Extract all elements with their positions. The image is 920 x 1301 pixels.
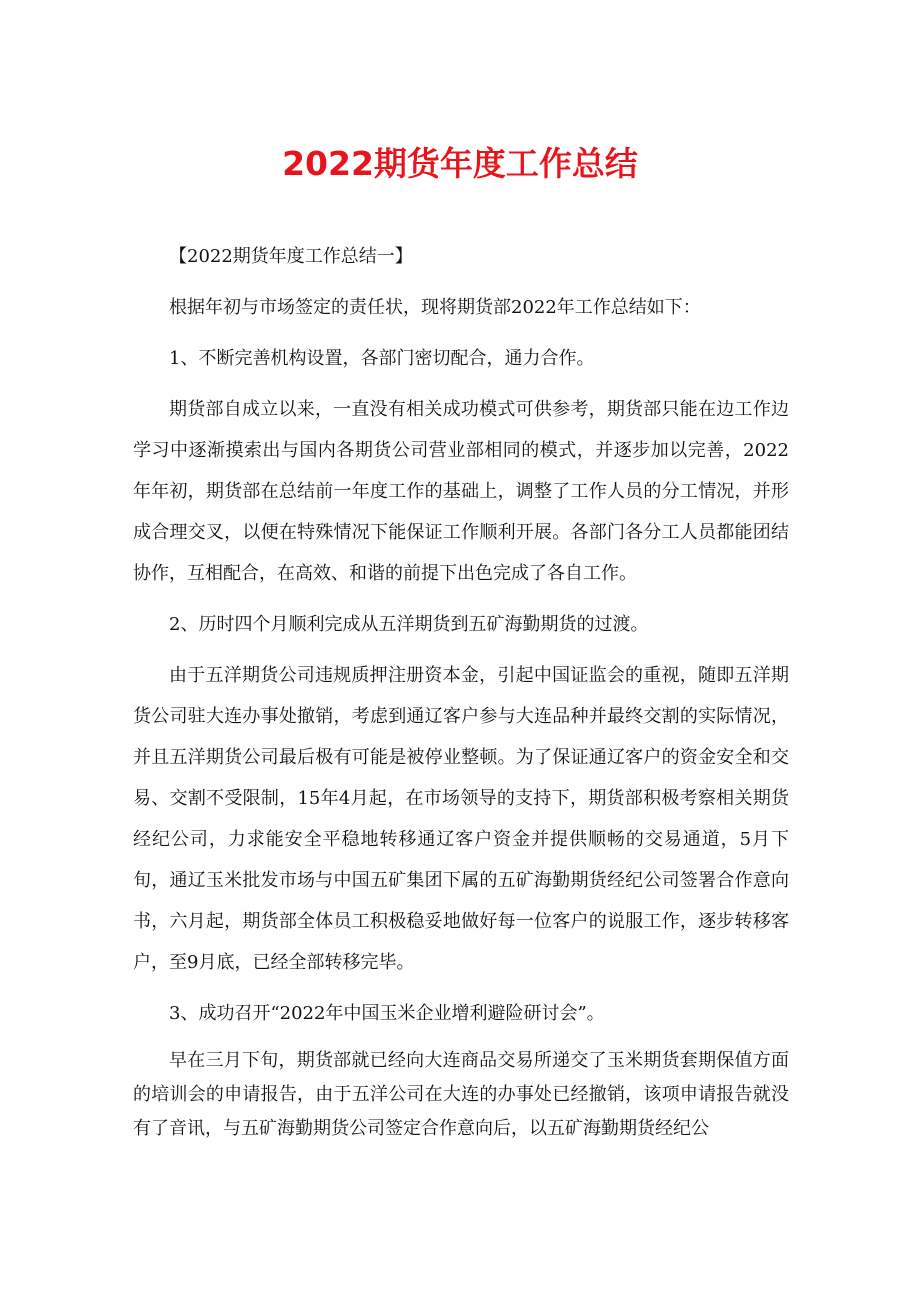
point-3-paragraph: 早在三月下旬，期货部就已经向大连商品交易所递交了玉米期货套期保值方面的培训会的申请报告，由于五洋公司在大连的办事处已经撤销，该项申请报告就没有了音讯，与五矿海勤期货公司签定合作意向后，以五矿海勤期货经纪公	[133, 1050, 789, 1139]
intro-paragraph: 根据年初与市场签定的责任状，现将期货部2022年工作总结如下：	[169, 297, 701, 318]
point-1-heading: 1、不断完善机构设置，各部门密切配合，通力合作。	[169, 348, 595, 369]
section-heading: 【2022期货年度工作总结一】	[169, 246, 413, 267]
point-1-paragraph: 期货部自成立以来，一直没有相关成功模式可供参考，期货部只能在边工作边学习中逐渐摸索出与国内各期货公司营业部相同的模式，并逐步加以完善，2022年年初，期货部在总结前一年度工作的基础上，调整了工作人员的分工情况，并形成合理交叉，以便在特殊情况下能保证工作顺利开展。各部门各分工人员都能团结协作，互相配合，在高效、和谐的前提下出色完成了各自工作。	[133, 399, 789, 584]
point-3-heading: 3、成功召开“2022年中国玉米企业增利避险研讨会”。	[169, 1003, 605, 1024]
document-title: 2022期货年度工作总结	[282, 144, 638, 183]
point-2-heading: 2、历时四个月顺利完成从五洋期货到五矿海勤期货的过渡。	[169, 614, 649, 635]
point-2-paragraph: 由于五洋期货公司违规质押注册资本金，引起中国证监会的重视，随即五洋期货公司驻大连办事处撤销，考虑到通辽客户参与大连品种并最终交割的实际情况，并且五洋期货公司最后极有可能是被停业整顿。为了保证通辽客户的资金安全和交易、交割不受限制，15年4月起，在市场领导的支持下，期货部积极考察相关期货经纪公司，力求能安全平稳地转移通辽客户资金并提供顺畅的交易通道，5月下旬，通辽玉米批发市场与中国五矿集团下属的五矿海勤期货经纪公司签署合作意向书，六月起，期货部全体员工积极稳妥地做好每一位客户的说服工作，逐步转移客户，至9月底，已经全部转移完毕。	[133, 665, 789, 973]
document-body	[133, 236, 789, 1156]
